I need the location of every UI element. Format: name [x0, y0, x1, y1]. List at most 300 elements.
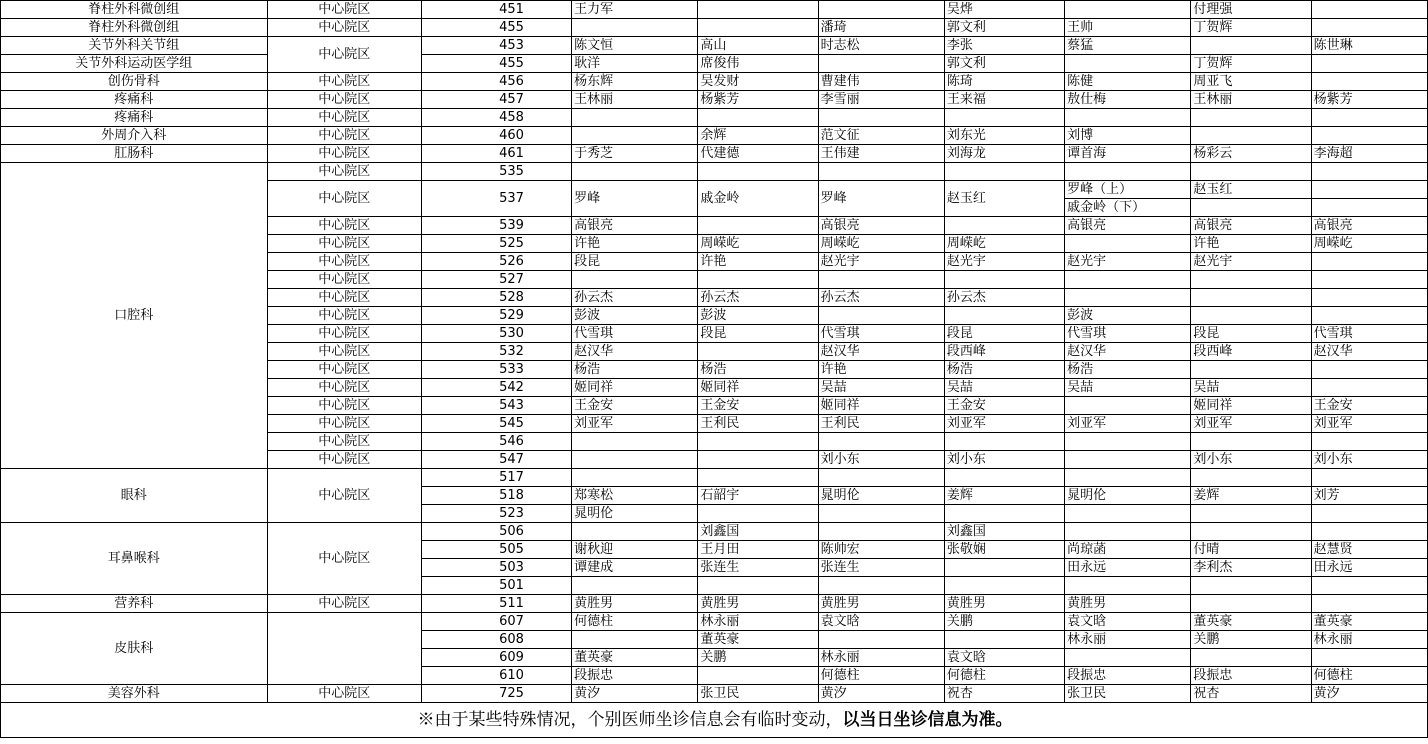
room-cell: 533	[421, 361, 571, 379]
doctor-cell: 黄胜男	[818, 595, 944, 613]
doctor-cell	[944, 163, 1064, 181]
doctor-cell: 段昆	[572, 253, 698, 271]
doctor-cell: 郭文利	[944, 19, 1064, 37]
doctor-cell: 何德柱	[1311, 667, 1427, 685]
doctor-cell: 何德柱	[818, 667, 944, 685]
area-cell: 中心院区	[267, 469, 421, 523]
doctor-cell	[1065, 451, 1191, 469]
doctor-cell: 谢秋迎	[572, 541, 698, 559]
doctor-cell: 赵汉华	[1311, 343, 1427, 361]
doctor-cell: 晁明伦	[1065, 487, 1191, 505]
doctor-cell: 许艳	[1191, 235, 1311, 253]
doctor-cell	[944, 217, 1064, 235]
doctor-cell: 黄汐	[818, 685, 944, 703]
doctor-cell: 曹建伟	[818, 73, 944, 91]
doctor-cell: 段西峰	[1191, 343, 1311, 361]
doctor-cell	[1065, 1, 1191, 19]
doctor-cell: 段昆	[698, 325, 818, 343]
doctor-cell	[1311, 289, 1427, 307]
doctor-cell: 王金安	[944, 397, 1064, 415]
doctor-cell: 郑寒松	[572, 487, 698, 505]
room-cell: 546	[421, 433, 571, 451]
doctor-cell: 刘小东	[1191, 451, 1311, 469]
dept-cell: 脊柱外科微创组	[1, 19, 268, 37]
room-cell: 526	[421, 253, 571, 271]
doctor-cell: 刘鑫国	[944, 523, 1064, 541]
doctor-cell	[572, 271, 698, 289]
doctor-cell: 高山	[698, 37, 818, 55]
footer-note	[1, 703, 1428, 738]
doctor-cell: 刘亚军	[944, 415, 1064, 433]
doctor-cell: 刘亚军	[1311, 415, 1427, 433]
doctor-cell: 于秀芝	[572, 145, 698, 163]
doctor-cell	[1065, 289, 1191, 307]
area-cell: 中心院区	[267, 235, 421, 253]
doctor-cell	[1311, 523, 1427, 541]
doctor-cell: 林永丽	[1065, 631, 1191, 649]
room-cell: 535	[421, 163, 571, 181]
doctor-cell: 袁文晗	[1065, 613, 1191, 631]
doctor-cell: 彭波	[1065, 307, 1191, 325]
doctor-cell	[944, 469, 1064, 487]
doctor-cell: 袁文晗	[818, 613, 944, 631]
room-cell: 505	[421, 541, 571, 559]
room-cell: 455	[421, 55, 571, 73]
area-cell: 中心院区	[267, 343, 421, 361]
doctor-cell: 敖仕梅	[1065, 91, 1191, 109]
doctor-cell: 刘芳	[1311, 487, 1427, 505]
doctor-cell: 陈琦	[944, 73, 1064, 91]
room-cell: 529	[421, 307, 571, 325]
dept-cell: 耳鼻喉科	[1, 523, 268, 595]
doctor-cell: 刘东光	[944, 127, 1064, 145]
doctor-cell: 彭波	[698, 307, 818, 325]
dept-cell: 脊柱外科微创组	[1, 1, 268, 19]
doctor-cell: 许艳	[818, 361, 944, 379]
doctor-cell: 代雪琪	[1311, 325, 1427, 343]
doctor-cell: 何德柱	[944, 667, 1064, 685]
doctor-cell: 吴发财	[698, 73, 818, 91]
doctor-cell	[1191, 361, 1311, 379]
doctor-cell	[1311, 73, 1427, 91]
doctor-cell: 杨紫芳	[698, 91, 818, 109]
footer-note-emphasis: 以当日坐诊信息为准。	[842, 710, 1013, 730]
doctor-cell: 彭波	[572, 307, 698, 325]
area-cell: 中心院区	[267, 433, 421, 451]
doctor-cell: 王金安	[1311, 397, 1427, 415]
doctor-cell: 张卫民	[698, 685, 818, 703]
doctor-cell	[818, 55, 944, 73]
room-cell: 511	[421, 595, 571, 613]
room-cell: 461	[421, 145, 571, 163]
doctor-cell	[572, 523, 698, 541]
doctor-cell	[818, 469, 944, 487]
doctor-cell	[818, 631, 944, 649]
doctor-cell	[1311, 199, 1427, 217]
doctor-cell	[1065, 235, 1191, 253]
doctor-cell: 李利杰	[1191, 559, 1311, 577]
area-cell: 中心院区	[267, 415, 421, 433]
doctor-cell: 林永丽	[818, 649, 944, 667]
room-cell: 528	[421, 289, 571, 307]
doctor-cell: 王利民	[818, 415, 944, 433]
doctor-cell: 姬同祥	[818, 397, 944, 415]
doctor-cell: 黄胜男	[944, 595, 1064, 613]
doctor-cell: 谭首海	[1065, 145, 1191, 163]
doctor-cell: 李张	[944, 37, 1064, 55]
doctor-cell	[944, 577, 1064, 595]
table-row	[1, 55, 1428, 73]
doctor-cell: 许艳	[572, 235, 698, 253]
doctor-cell: 吴喆	[1065, 379, 1191, 397]
doctor-cell: 姬同祥	[698, 379, 818, 397]
doctor-cell: 孙云杰	[944, 289, 1064, 307]
room-cell: 453	[421, 37, 571, 55]
doctor-cell	[1311, 19, 1427, 37]
doctor-cell	[1065, 649, 1191, 667]
doctor-cell: 段西峰	[944, 343, 1064, 361]
room-cell: 539	[421, 217, 571, 235]
area-cell: 中心院区	[267, 217, 421, 235]
doctor-cell: 黄胜男	[698, 595, 818, 613]
area-cell: 中心院区	[267, 379, 421, 397]
doctor-cell: 姜辉	[944, 487, 1064, 505]
doctor-cell	[1311, 271, 1427, 289]
area-cell	[267, 613, 421, 685]
room-cell: 527	[421, 271, 571, 289]
room-cell: 525	[421, 235, 571, 253]
area-cell: 中心院区	[267, 91, 421, 109]
table-row	[1, 469, 1428, 487]
doctor-cell: 董英豪	[1191, 613, 1311, 631]
table-row	[1, 685, 1428, 703]
doctor-cell: 段振忠	[572, 667, 698, 685]
doctor-cell: 刘鑫国	[698, 523, 818, 541]
doctor-cell: 周嵘屹	[818, 235, 944, 253]
doctor-cell	[572, 577, 698, 595]
area-cell: 中心院区	[267, 109, 421, 127]
doctor-cell: 周嵘屹	[698, 235, 818, 253]
dept-cell: 皮肤科	[1, 613, 268, 685]
room-cell: 608	[421, 631, 571, 649]
area-cell: 中心院区	[267, 397, 421, 415]
room-cell: 609	[421, 649, 571, 667]
room-cell: 501	[421, 577, 571, 595]
doctor-cell: 祝杏	[1191, 685, 1311, 703]
doctor-cell: 杨浩	[1065, 361, 1191, 379]
area-cell: 中心院区	[267, 361, 421, 379]
doctor-cell	[572, 451, 698, 469]
doctor-cell: 陈文恒	[572, 37, 698, 55]
doctor-cell: 吴喆	[818, 379, 944, 397]
room-cell: 532	[421, 343, 571, 361]
area-cell: 中心院区	[267, 19, 421, 37]
doctor-cell	[698, 343, 818, 361]
doctor-cell: 郭文利	[944, 55, 1064, 73]
dept-cell: 口腔科	[1, 163, 268, 469]
doctor-cell: 赵玉红	[944, 181, 1064, 217]
doctor-cell	[1311, 469, 1427, 487]
area-cell: 中心院区	[267, 289, 421, 307]
doctor-cell: 张连生	[698, 559, 818, 577]
doctor-cell: 张敬娴	[944, 541, 1064, 559]
dept-cell: 疼痛科	[1, 109, 268, 127]
doctor-cell: 王林丽	[572, 91, 698, 109]
doctor-cell	[944, 307, 1064, 325]
doctor-cell	[1065, 109, 1191, 127]
doctor-cell	[698, 1, 818, 19]
table-row	[1, 127, 1428, 145]
doctor-cell	[1311, 253, 1427, 271]
table-row	[1, 37, 1428, 55]
doctor-cell: 何德柱	[572, 613, 698, 631]
room-cell: 547	[421, 451, 571, 469]
doctor-cell	[698, 667, 818, 685]
doctor-cell	[1065, 433, 1191, 451]
doctor-cell	[818, 505, 944, 523]
doctor-cell: 董英豪	[698, 631, 818, 649]
doctor-cell	[1191, 649, 1311, 667]
doctor-cell	[1065, 397, 1191, 415]
doctor-cell: 王林丽	[1191, 91, 1311, 109]
doctor-cell: 代建德	[698, 145, 818, 163]
doctor-cell: 黄胜男	[572, 595, 698, 613]
room-cell: 543	[421, 397, 571, 415]
doctor-cell	[1191, 523, 1311, 541]
area-cell: 中心院区	[267, 1, 421, 19]
doctor-cell: 晁明伦	[818, 487, 944, 505]
doctor-cell	[944, 109, 1064, 127]
doctor-cell: 赵汉华	[572, 343, 698, 361]
doctor-cell	[1065, 505, 1191, 523]
doctor-cell: 石韶宇	[698, 487, 818, 505]
doctor-cell: 高银亮	[572, 217, 698, 235]
doctor-cell: 刘海龙	[944, 145, 1064, 163]
doctor-cell	[572, 109, 698, 127]
doctor-cell: 代雪琪	[572, 325, 698, 343]
doctor-cell: 杨浩	[698, 361, 818, 379]
table-row	[1, 613, 1428, 631]
doctor-cell	[572, 631, 698, 649]
doctor-cell: 黄汐	[572, 685, 698, 703]
doctor-cell	[1311, 379, 1427, 397]
doctor-cell	[818, 109, 944, 127]
doctor-cell: 戚金岭	[698, 181, 818, 217]
doctor-cell: 高银亮	[1191, 217, 1311, 235]
area-cell: 中心院区	[267, 163, 421, 181]
doctor-cell: 高银亮	[1311, 217, 1427, 235]
doctor-cell	[572, 163, 698, 181]
doctor-cell	[1311, 307, 1427, 325]
room-cell: 518	[421, 487, 571, 505]
doctor-cell	[572, 469, 698, 487]
doctor-cell: 戚金岭（下）	[1065, 199, 1191, 217]
doctor-cell: 段振忠	[1191, 667, 1311, 685]
doctor-cell	[818, 271, 944, 289]
doctor-cell	[1311, 361, 1427, 379]
doctor-cell: 时志松	[818, 37, 944, 55]
doctor-cell	[698, 469, 818, 487]
doctor-cell: 陈健	[1065, 73, 1191, 91]
doctor-cell: 赵汉华	[818, 343, 944, 361]
doctor-cell: 刘小东	[1311, 451, 1427, 469]
dept-cell: 外周介入科	[1, 127, 268, 145]
doctor-cell: 王帅	[1065, 19, 1191, 37]
room-cell: 517	[421, 469, 571, 487]
doctor-cell: 尚琼菡	[1065, 541, 1191, 559]
doctor-cell	[818, 163, 944, 181]
dept-cell: 眼科	[1, 469, 268, 523]
doctor-cell: 赵玉红	[1191, 181, 1311, 199]
doctor-cell: 晁明伦	[572, 505, 698, 523]
doctor-cell: 赵光宇	[1065, 253, 1191, 271]
doctor-cell: 张连生	[818, 559, 944, 577]
doctor-cell: 关鹏	[944, 613, 1064, 631]
doctor-cell	[1311, 433, 1427, 451]
footer-row	[1, 703, 1428, 738]
doctor-cell: 潘琦	[818, 19, 944, 37]
doctor-cell: 王力军	[572, 1, 698, 19]
table-row	[1, 19, 1428, 37]
doctor-cell: 高银亮	[818, 217, 944, 235]
table-row	[1, 91, 1428, 109]
doctor-cell	[698, 19, 818, 37]
area-cell: 中心院区	[267, 181, 421, 217]
doctor-cell	[1311, 577, 1427, 595]
room-cell: 725	[421, 685, 571, 703]
doctor-cell: 刘博	[1065, 127, 1191, 145]
doctor-cell	[1191, 199, 1311, 217]
doctor-cell	[1065, 577, 1191, 595]
doctor-cell: 范文征	[818, 127, 944, 145]
area-cell: 中心院区	[267, 127, 421, 145]
doctor-cell: 杨紫芳	[1311, 91, 1427, 109]
table-row	[1, 163, 1428, 181]
table-row	[1, 145, 1428, 163]
room-cell: 451	[421, 1, 571, 19]
doctor-cell: 周嵘屹	[1311, 235, 1427, 253]
doctor-cell	[1191, 289, 1311, 307]
doctor-cell	[1191, 307, 1311, 325]
doctor-cell	[818, 1, 944, 19]
doctor-cell	[1191, 127, 1311, 145]
footer-note-text: ※由于某些特殊情况，个别医师坐诊信息会有临时变动，	[417, 710, 843, 730]
doctor-cell	[1311, 55, 1427, 73]
doctor-cell: 林永丽	[1311, 631, 1427, 649]
area-cell: 中心院区	[267, 37, 421, 73]
dept-cell: 营养科	[1, 595, 268, 613]
dept-cell: 创伤骨科	[1, 73, 268, 91]
doctor-cell: 赵光宇	[944, 253, 1064, 271]
doctor-cell: 田永远	[1065, 559, 1191, 577]
doctor-cell: 林永丽	[698, 613, 818, 631]
doctor-cell: 陈世琳	[1311, 37, 1427, 55]
doctor-cell: 付晴	[1191, 541, 1311, 559]
doctor-cell	[1191, 37, 1311, 55]
doctor-cell: 孙云杰	[572, 289, 698, 307]
room-cell: 530	[421, 325, 571, 343]
doctor-cell: 刘小东	[944, 451, 1064, 469]
doctor-cell	[1191, 271, 1311, 289]
doctor-cell: 张卫民	[1065, 685, 1191, 703]
doctor-cell	[944, 433, 1064, 451]
doctor-cell	[818, 433, 944, 451]
doctor-cell: 李海超	[1311, 145, 1427, 163]
room-cell: 506	[421, 523, 571, 541]
doctor-cell	[1191, 595, 1311, 613]
doctor-cell: 丁贺辉	[1191, 55, 1311, 73]
doctor-cell: 段昆	[944, 325, 1064, 343]
doctor-cell: 关鹏	[698, 649, 818, 667]
doctor-cell	[1065, 55, 1191, 73]
area-cell: 中心院区	[267, 73, 421, 91]
room-cell: 455	[421, 19, 571, 37]
doctor-cell	[944, 559, 1064, 577]
doctor-cell	[1311, 595, 1427, 613]
doctor-cell	[698, 433, 818, 451]
area-cell: 中心院区	[267, 451, 421, 469]
table-row	[1, 523, 1428, 541]
table-row	[1, 1, 1428, 19]
doctor-cell	[698, 217, 818, 235]
doctor-cell: 耿洋	[572, 55, 698, 73]
doctor-cell: 王伟建	[818, 145, 944, 163]
doctor-cell	[698, 505, 818, 523]
doctor-cell: 许艳	[698, 253, 818, 271]
doctor-cell: 黄汐	[1311, 685, 1427, 703]
area-cell: 中心院区	[267, 685, 421, 703]
doctor-cell: 赵慧贤	[1311, 541, 1427, 559]
doctor-cell: 王金安	[698, 397, 818, 415]
doctor-cell	[1311, 649, 1427, 667]
dept-cell: 疼痛科	[1, 91, 268, 109]
doctor-cell: 吴喆	[944, 379, 1064, 397]
doctor-cell: 周亚飞	[1191, 73, 1311, 91]
doctor-cell	[944, 631, 1064, 649]
doctor-cell: 罗峰	[818, 181, 944, 217]
doctor-cell: 黄胜男	[1065, 595, 1191, 613]
doctor-cell: 王金安	[572, 397, 698, 415]
doctor-cell	[1191, 577, 1311, 595]
doctor-cell	[818, 577, 944, 595]
table-row	[1, 73, 1428, 91]
doctor-cell: 刘亚军	[1065, 415, 1191, 433]
doctor-cell	[1191, 163, 1311, 181]
dept-cell: 关节外科关节组	[1, 37, 268, 55]
doctor-cell: 赵光宇	[818, 253, 944, 271]
doctor-cell	[698, 271, 818, 289]
doctor-cell: 段昆	[1191, 325, 1311, 343]
dept-cell: 关节外科运动医学组	[1, 55, 268, 73]
area-cell: 中心院区	[267, 523, 421, 595]
doctor-cell	[1065, 163, 1191, 181]
doctor-cell: 姬同祥	[1191, 397, 1311, 415]
doctor-cell	[572, 433, 698, 451]
doctor-cell	[1191, 469, 1311, 487]
doctor-cell: 丁贺辉	[1191, 19, 1311, 37]
doctor-cell	[944, 505, 1064, 523]
doctor-cell: 赵光宇	[1191, 253, 1311, 271]
doctor-cell: 祝杏	[944, 685, 1064, 703]
doctor-cell	[698, 163, 818, 181]
doctor-cell: 姜辉	[1191, 487, 1311, 505]
doctor-cell	[572, 19, 698, 37]
doctor-cell: 吴喆	[1191, 379, 1311, 397]
doctor-cell	[1191, 109, 1311, 127]
doctor-cell	[1311, 181, 1427, 199]
room-cell: 607	[421, 613, 571, 631]
doctor-cell: 董英豪	[1311, 613, 1427, 631]
